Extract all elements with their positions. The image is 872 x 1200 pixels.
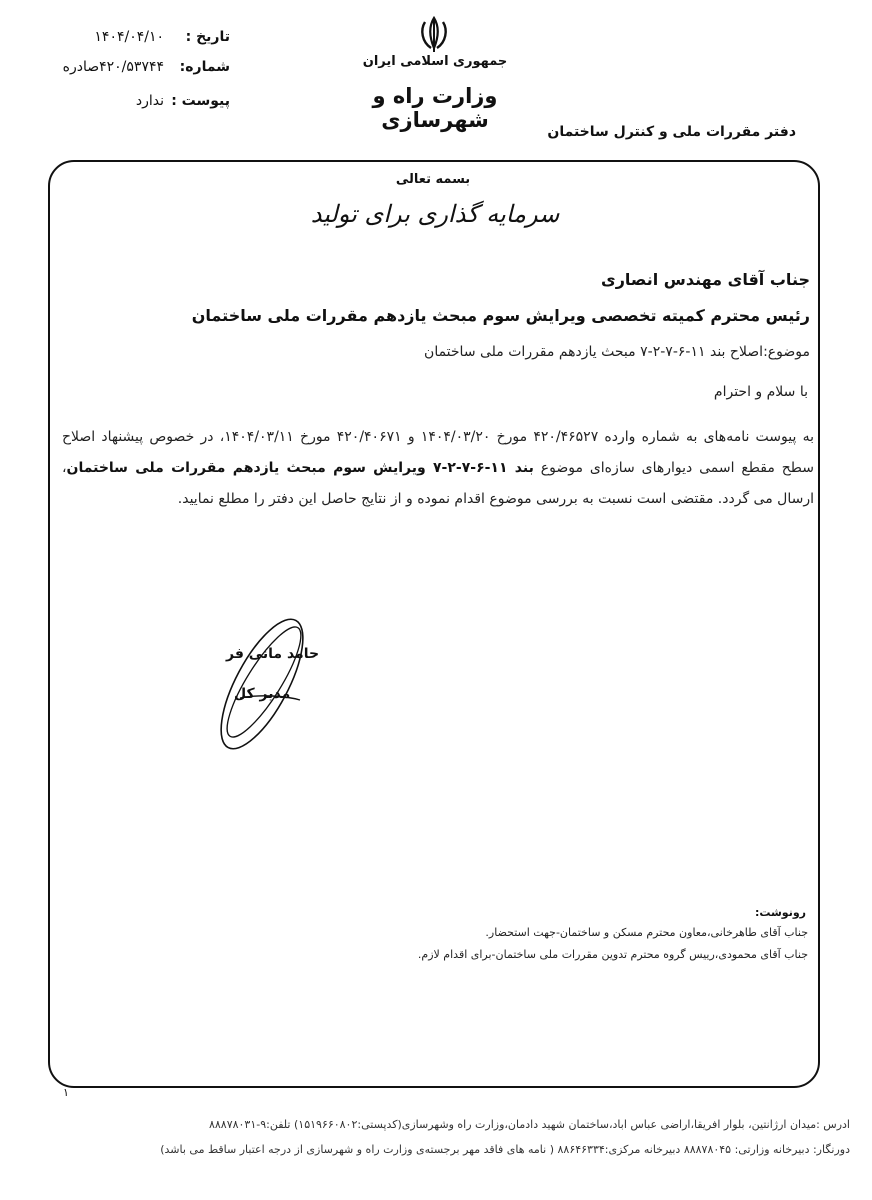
date-label: تاریخ : — [185, 29, 230, 45]
basmala: بسمه تعالی — [395, 172, 471, 187]
number-value: ۴۲۰/۵۳۷۴۴صادره — [62, 59, 164, 75]
body-text-1: به پیوست نامه‌های به شماره وارده ۴۲۰/۴۶۵۲۷ مورخ ۱۴۰۴/۰۳/۲۰ و ۴۲۰/۴۰۶۷۱ مورخ ۱۴۰۴/۰۳/۱۱، در خصوص پیشنهاد اصلاح سطح مقطع اسمی دیوارهای سازه‌ای موضوع — [62, 429, 814, 476]
office-name: دفتر مقررات ملی و کنترل ساختمان — [547, 124, 796, 140]
attachment-label: پیوست : — [171, 93, 230, 109]
footer-fax: دورنگار: دبیرخانه وزارتی: ۸۸۸۷۸۰۴۵ دبیرخانه مرکزی:۸۸۶۴۶۳۳۴ ( نامه های فاقد مهر برجسته‌ی وزارت راه و شهرسازی از درجه اعتبار ساقط می باشد) — [160, 1143, 850, 1156]
letter-subject: موضوع:اصلاح بند ۱۱-۶-۷-۲-۷ مبحث یازدهم مقررات ملی ساختمان — [424, 344, 810, 360]
country-name: جمهوری اسلامی ایران — [362, 54, 508, 69]
footer-address: ادرس :میدان ارژانتین، بلوار افریقا،اراضی عباس اباد،ساختمان شهید دادمان،وزارت راه وشهرسازی(کدپستی:۱۵۱۹۶۶۰۸۰۲) تلفن:۹-۸۸۸۷۸۰۳۱ — [208, 1118, 850, 1131]
addressee-title: رئیس محترم کمیته تخصصی ویرایش سوم مبحث یازدهم مقررات ملی ساختمان — [191, 306, 810, 325]
signer-name: حامد مانی فر — [226, 646, 320, 662]
attachment-value: ندارد — [135, 93, 164, 109]
letter-body — [62, 422, 814, 515]
slogan: سرمایه گذاری برای تولید — [310, 200, 560, 228]
date-value: ۱۴۰۴/۰۴/۱۰ — [94, 29, 164, 45]
iran-emblem-icon — [416, 14, 452, 54]
addressee-name: جناب آقای مهندس انصاری — [601, 270, 810, 289]
greeting: با سلام و احترام — [713, 384, 808, 400]
signer-title: مدیر کل — [234, 686, 291, 702]
copy-recipient: جناب آقای محمودی،رییس گروه محترم تدوین مقررات ملی ساختمان-برای اقدام لازم. — [417, 948, 808, 961]
page-number: ۱ — [63, 1086, 69, 1099]
copy-recipient: جناب آقای طاهرخانی،معاون محترم مسکن و ساختمان-جهت استحضار. — [485, 926, 808, 939]
body-text-bold: بند ۱۱-۶-۷-۲-۷ ویرایش سوم مبحث یازدهم مقررات ملی ساختمان — [66, 460, 534, 476]
body-text-2: ، ارسال می گردد. مقتضی است نسبت به بررسی موضوع اقدام نموده و از نتایج حاصل این دفتر را مطلع نمایید. — [62, 460, 814, 507]
ministry-name: وزارت راه و شهرسازی — [372, 84, 498, 132]
number-label: شماره: — [179, 59, 230, 75]
copies-title: رونوشت: — [754, 906, 806, 919]
